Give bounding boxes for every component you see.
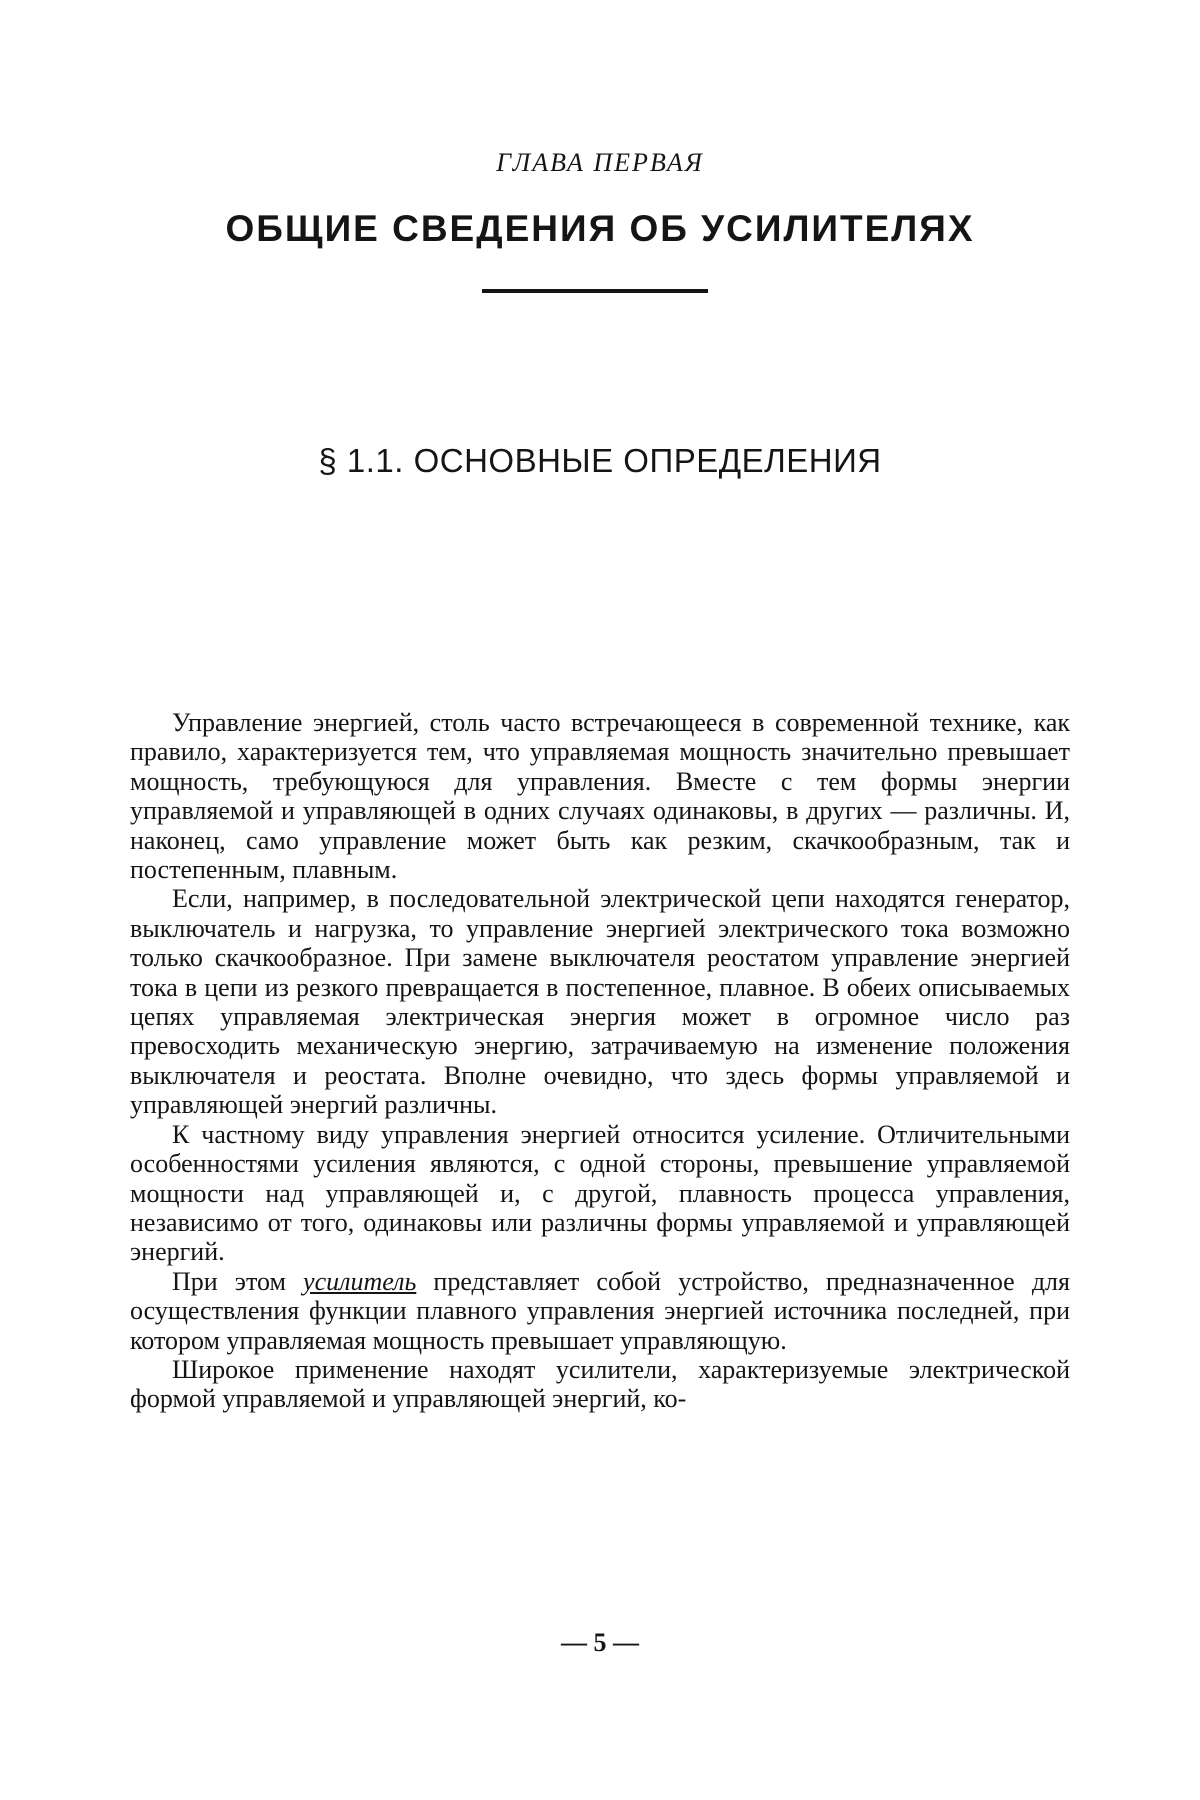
paragraph-3: К частному виду управления энергией относится усиление. Отличительными особенностями усиления являются, с одной стороны, превышение управляемой мощности над управляющей и, с другой, плавность процесса управления, независимо от того, одинаковы или различны формы управляемой и управляющей энергий. xyxy=(130,1119,1070,1267)
title-rule xyxy=(482,289,708,293)
paragraph-1: Управление энергией, столь часто встречающееся в современной технике, как правило, характеризуется тем, что управляемая мощность значительно превышает мощность, требующуюся для управления. Вместе с тем формы энергии управляемой и управляющей в одних случаях одинаковы, в других — различны. И, наконец, само управление может быть как резким, скачкообразным, так и постепенным, плавным. xyxy=(130,708,1070,885)
paragraph-2: Если, например, в последовательной электрической цепи находятся генератор, выключатель и нагрузка, то управление энергией электрического тока возможно только скачкообразное. При замене выключателя реостатом управление энергией тока в цепи из резкого превращается в постепенное, плавное. В обеих описываемых цепях управляемая электрическая энергия может в огромное число раз превосходить механическую энергию, затрачиваемую на изменение положения выключателя и реостата. Вполне очевидно, что здесь формы управляемой и управляющей энергий различны. xyxy=(130,884,1070,1120)
chapter-title: ОБЩИЕ СВЕДЕНИЯ ОБ УСИЛИТЕЛЯХ xyxy=(225,208,975,249)
body-text xyxy=(130,708,1070,1414)
section-title: § 1.1. ОСНОВНЫЕ ОПРЕДЕЛЕНИЯ xyxy=(318,442,882,479)
term-amplifier: усилитель xyxy=(303,1266,417,1296)
chapter-label: ГЛАВА ПЕРВАЯ xyxy=(496,148,704,177)
paragraph-5: Широкое применение находят усилители, характеризуемые электрической формой управляемой и управляющей энергий, ко- xyxy=(130,1354,1070,1414)
paragraph-4 xyxy=(130,1267,1070,1355)
paragraph-4-start: При этом xyxy=(172,1266,304,1296)
paragraph-4-rest: представляет собой устройство, предназначенное для осуществления функции плавного управления энергией источника последней, при котором управляемая мощность превышает управляющую. xyxy=(130,1266,1070,1355)
page-number: — 5 — xyxy=(561,1628,639,1657)
